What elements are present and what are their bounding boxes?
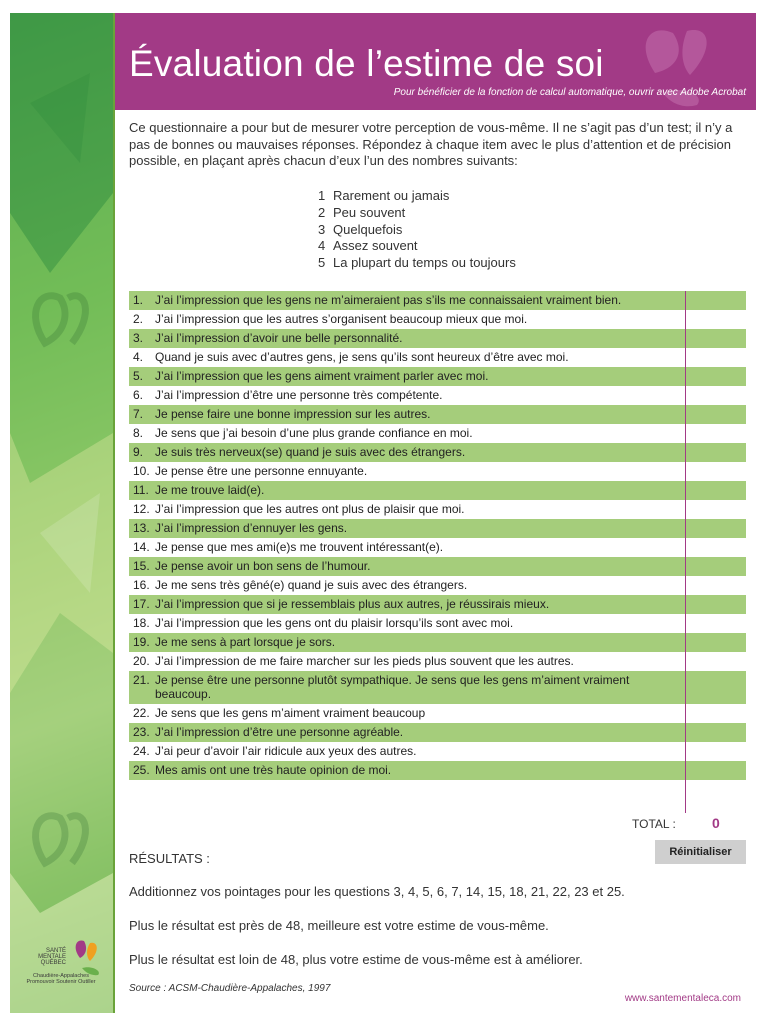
page-title: Évaluation de l’estime de soi <box>129 43 604 84</box>
question-row <box>129 576 746 595</box>
question-text <box>129 519 669 538</box>
question-number: 4. <box>133 350 144 364</box>
question-number: 24. <box>133 744 150 758</box>
question-text <box>129 386 669 405</box>
question-number: 1. <box>133 293 144 307</box>
question-label: J’ai l’impression que si je ressemblais plus aux autres, je réussirais mieux. <box>155 597 550 611</box>
answer-field[interactable] <box>685 576 746 595</box>
question-text <box>129 500 669 519</box>
question-label: J’ai peur d’avoir l’air ridicule aux yeux des autres. <box>155 744 417 758</box>
question-row <box>129 500 746 519</box>
question-number: 11. <box>133 483 149 497</box>
question-label: Je pense être une personne ennuyante. <box>155 464 368 478</box>
question-number: 19. <box>133 635 150 649</box>
question-row <box>129 310 746 329</box>
question-number: 7. <box>133 407 144 421</box>
question-text <box>129 443 669 462</box>
question-number: 16. <box>133 578 150 592</box>
question-row <box>129 557 746 576</box>
question-number: 25. <box>133 763 150 777</box>
question-number: 21. <box>133 673 150 687</box>
question-number: 14. <box>133 540 150 554</box>
question-text <box>129 761 669 780</box>
question-row <box>129 652 746 671</box>
question-text <box>129 595 669 614</box>
question-text <box>129 742 669 761</box>
question-label: J’ai l’impression que les gens ont du plaisir lorsqu’ils sont avec moi. <box>155 616 514 630</box>
question-row <box>129 443 746 462</box>
question-number: 2. <box>133 312 144 326</box>
question-label: J’ai l’impression que les autres s’organisent beaucoup mieux que moi. <box>155 312 528 326</box>
question-text <box>129 291 669 310</box>
question-number: 12. <box>133 502 150 516</box>
header-banner <box>115 13 756 110</box>
question-row <box>129 704 746 723</box>
website-link[interactable]: www.santementaleca.com <box>624 993 741 1004</box>
question-label: Je pense être une personne plutôt sympathique. Je sens que les gens m’aiment vraiment beaucoup. <box>155 673 630 701</box>
question-label: Je me trouve laid(e). <box>155 483 265 497</box>
question-text <box>129 424 669 443</box>
answer-field[interactable] <box>685 742 746 761</box>
reset-button[interactable]: Réinitialiser <box>655 840 746 864</box>
question-label: Je pense faire une bonne impression sur les autres. <box>155 407 431 421</box>
total-label: TOTAL : <box>632 817 676 831</box>
answer-field[interactable] <box>685 462 746 481</box>
question-label: Quand je suis avec d’autres gens, je sens qu’ils sont heureux d’être avec moi. <box>155 350 569 364</box>
answer-field[interactable] <box>685 671 746 704</box>
question-number: 22. <box>133 706 150 720</box>
question-row <box>129 595 746 614</box>
question-label: Je me sens très gêné(e) quand je suis avec des étrangers. <box>155 578 468 592</box>
logo-subtext: Chaudière-Appalaches Promouvoir Soutenir Outiller <box>26 973 96 985</box>
question-row <box>129 761 746 780</box>
question-label: Mes amis ont une très haute opinion de moi. <box>155 763 392 777</box>
question-row <box>129 386 746 405</box>
question-text <box>129 633 669 652</box>
answer-field[interactable] <box>685 761 746 780</box>
question-label: J’ai l’impression d’ennuyer les gens. <box>155 521 348 535</box>
answer-field[interactable] <box>685 614 746 633</box>
question-text <box>129 367 669 386</box>
answer-field[interactable] <box>685 633 746 652</box>
answer-field[interactable] <box>685 291 746 310</box>
answer-field[interactable] <box>685 595 746 614</box>
question-number: 5. <box>133 369 144 383</box>
answer-field[interactable] <box>685 652 746 671</box>
scale-item: 2 Peu souvent <box>318 204 406 220</box>
question-row <box>129 367 746 386</box>
answer-field[interactable] <box>685 386 746 405</box>
answer-field[interactable] <box>685 723 746 742</box>
question-label: J’ai l’impression d’avoir une belle personnalité. <box>155 331 403 345</box>
question-label: Je pense que mes ami(e)s me trouvent intéressant(e). <box>155 540 444 554</box>
answer-field[interactable] <box>685 519 746 538</box>
question-text <box>129 652 669 671</box>
question-label: J’ai l’impression que les autres ont plus de plaisir que moi. <box>155 502 465 516</box>
question-label: J’ai l’impression que les gens aiment vraiment parler avec moi. <box>155 369 489 383</box>
question-row <box>129 291 746 310</box>
questions-table <box>129 291 746 780</box>
intro-paragraph: Ce questionnaire a pour but de mesurer votre perception de vous-même. Il ne s’agit pas d’un test; il n’y a pas de bonnes ou mauvaises réponses. Répondez à chaque item avec le plus d’attention et de précision possible, en plaçant après chacun d’eux l’un des nombres suivants: <box>129 120 733 168</box>
question-number: 23. <box>133 725 150 739</box>
question-text <box>129 614 669 633</box>
question-label: J’ai l’impression que les gens ne m’aimeraient pas s’ils me connaissaient vraiment bien. <box>155 293 622 307</box>
question-label: Je sens que les gens m’aiment vraiment beaucoup <box>155 706 426 720</box>
question-row <box>129 671 746 704</box>
scale-item: 3 Quelquefois <box>318 221 403 237</box>
question-row <box>129 405 746 424</box>
logo-text: SANTÉ MENTALE QUÉBEC <box>38 948 66 966</box>
answer-field[interactable] <box>685 348 746 367</box>
question-label: Je me sens à part lorsque je sors. <box>155 635 336 649</box>
sidebar-divider <box>113 13 115 1013</box>
question-row <box>129 723 746 742</box>
question-number: 18. <box>133 616 150 630</box>
question-number: 9. <box>133 445 144 459</box>
scale-item: 5 La plupart du temps ou toujours <box>318 255 516 271</box>
answer-field[interactable] <box>685 443 746 462</box>
question-row <box>129 481 746 500</box>
question-label: Je pense avoir un bon sens de l’humour. <box>155 559 371 573</box>
results-line-2: Plus le résultat est près de 48, meilleure est votre estime de vous-même. <box>129 918 549 933</box>
question-text <box>129 329 669 348</box>
question-text <box>129 462 669 481</box>
question-label: Je sens que j’ai besoin d’une plus grande confiance en moi. <box>155 426 473 440</box>
answer-field[interactable] <box>685 329 746 348</box>
question-text <box>129 348 669 367</box>
question-label: J’ai l’impression d’être une personne agréable. <box>155 725 404 739</box>
question-number: 20. <box>133 654 150 668</box>
question-text <box>129 704 669 723</box>
acrobat-note: Pour bénéficier de la fonction de calcul automatique, ouvrir avec Adobe Acrobat <box>393 87 746 98</box>
question-row <box>129 462 746 481</box>
answer-field[interactable] <box>685 424 746 443</box>
question-row <box>129 424 746 443</box>
question-row <box>129 519 746 538</box>
source-citation: Source : ACSM-Chaudière-Appalaches, 1997 <box>129 983 331 994</box>
scale-item: 4 Assez souvent <box>318 238 418 254</box>
question-row <box>129 614 746 633</box>
question-text <box>129 671 669 704</box>
question-number: 17. <box>133 597 150 611</box>
question-row <box>129 538 746 557</box>
answer-field[interactable] <box>685 367 746 386</box>
answer-field[interactable] <box>685 405 746 424</box>
question-text <box>129 557 669 576</box>
question-label: J’ai l’impression d’être une personne très compétente. <box>155 388 443 402</box>
question-label: Je suis très nerveux(se) quand je suis avec des étrangers. <box>155 445 466 459</box>
question-number: 6. <box>133 388 144 402</box>
results-line-1: Additionnez vos pointages pour les questions 3, 4, 5, 6, 7, 14, 15, 18, 21, 22, 23 et 25. <box>129 884 625 899</box>
question-row <box>129 348 746 367</box>
question-text <box>129 576 669 595</box>
decorative-sidebar <box>10 13 113 1013</box>
question-number: 15. <box>133 559 150 573</box>
question-text <box>129 481 669 500</box>
results-title: RÉSULTATS : <box>129 851 210 866</box>
question-row <box>129 633 746 652</box>
question-number: 13. <box>133 521 150 535</box>
question-text <box>129 405 669 424</box>
question-number: 8. <box>133 426 144 440</box>
question-row <box>129 742 746 761</box>
answer-field[interactable] <box>685 704 746 723</box>
question-number: 3. <box>133 331 144 345</box>
question-text <box>129 538 669 557</box>
answer-field[interactable] <box>685 557 746 576</box>
answer-field[interactable] <box>685 310 746 329</box>
total-value: 0 <box>712 815 720 831</box>
answer-field[interactable] <box>685 500 746 519</box>
answer-field[interactable] <box>685 481 746 500</box>
question-row <box>129 329 746 348</box>
answer-field[interactable] <box>685 538 746 557</box>
question-number: 10. <box>133 464 150 478</box>
scale-item: 1 Rarement ou jamais <box>318 188 450 203</box>
question-label: J’ai l’impression de me faire marcher sur les pieds plus souvent que les autres. <box>155 654 574 668</box>
results-line-3: Plus le résultat est loin de 48, plus votre estime de vous-même est à améliorer. <box>129 952 583 967</box>
question-text <box>129 723 669 742</box>
rating-scale <box>318 188 516 272</box>
sidebar-pattern <box>10 13 113 1013</box>
answer-column-divider <box>685 291 686 813</box>
question-text <box>129 310 669 329</box>
